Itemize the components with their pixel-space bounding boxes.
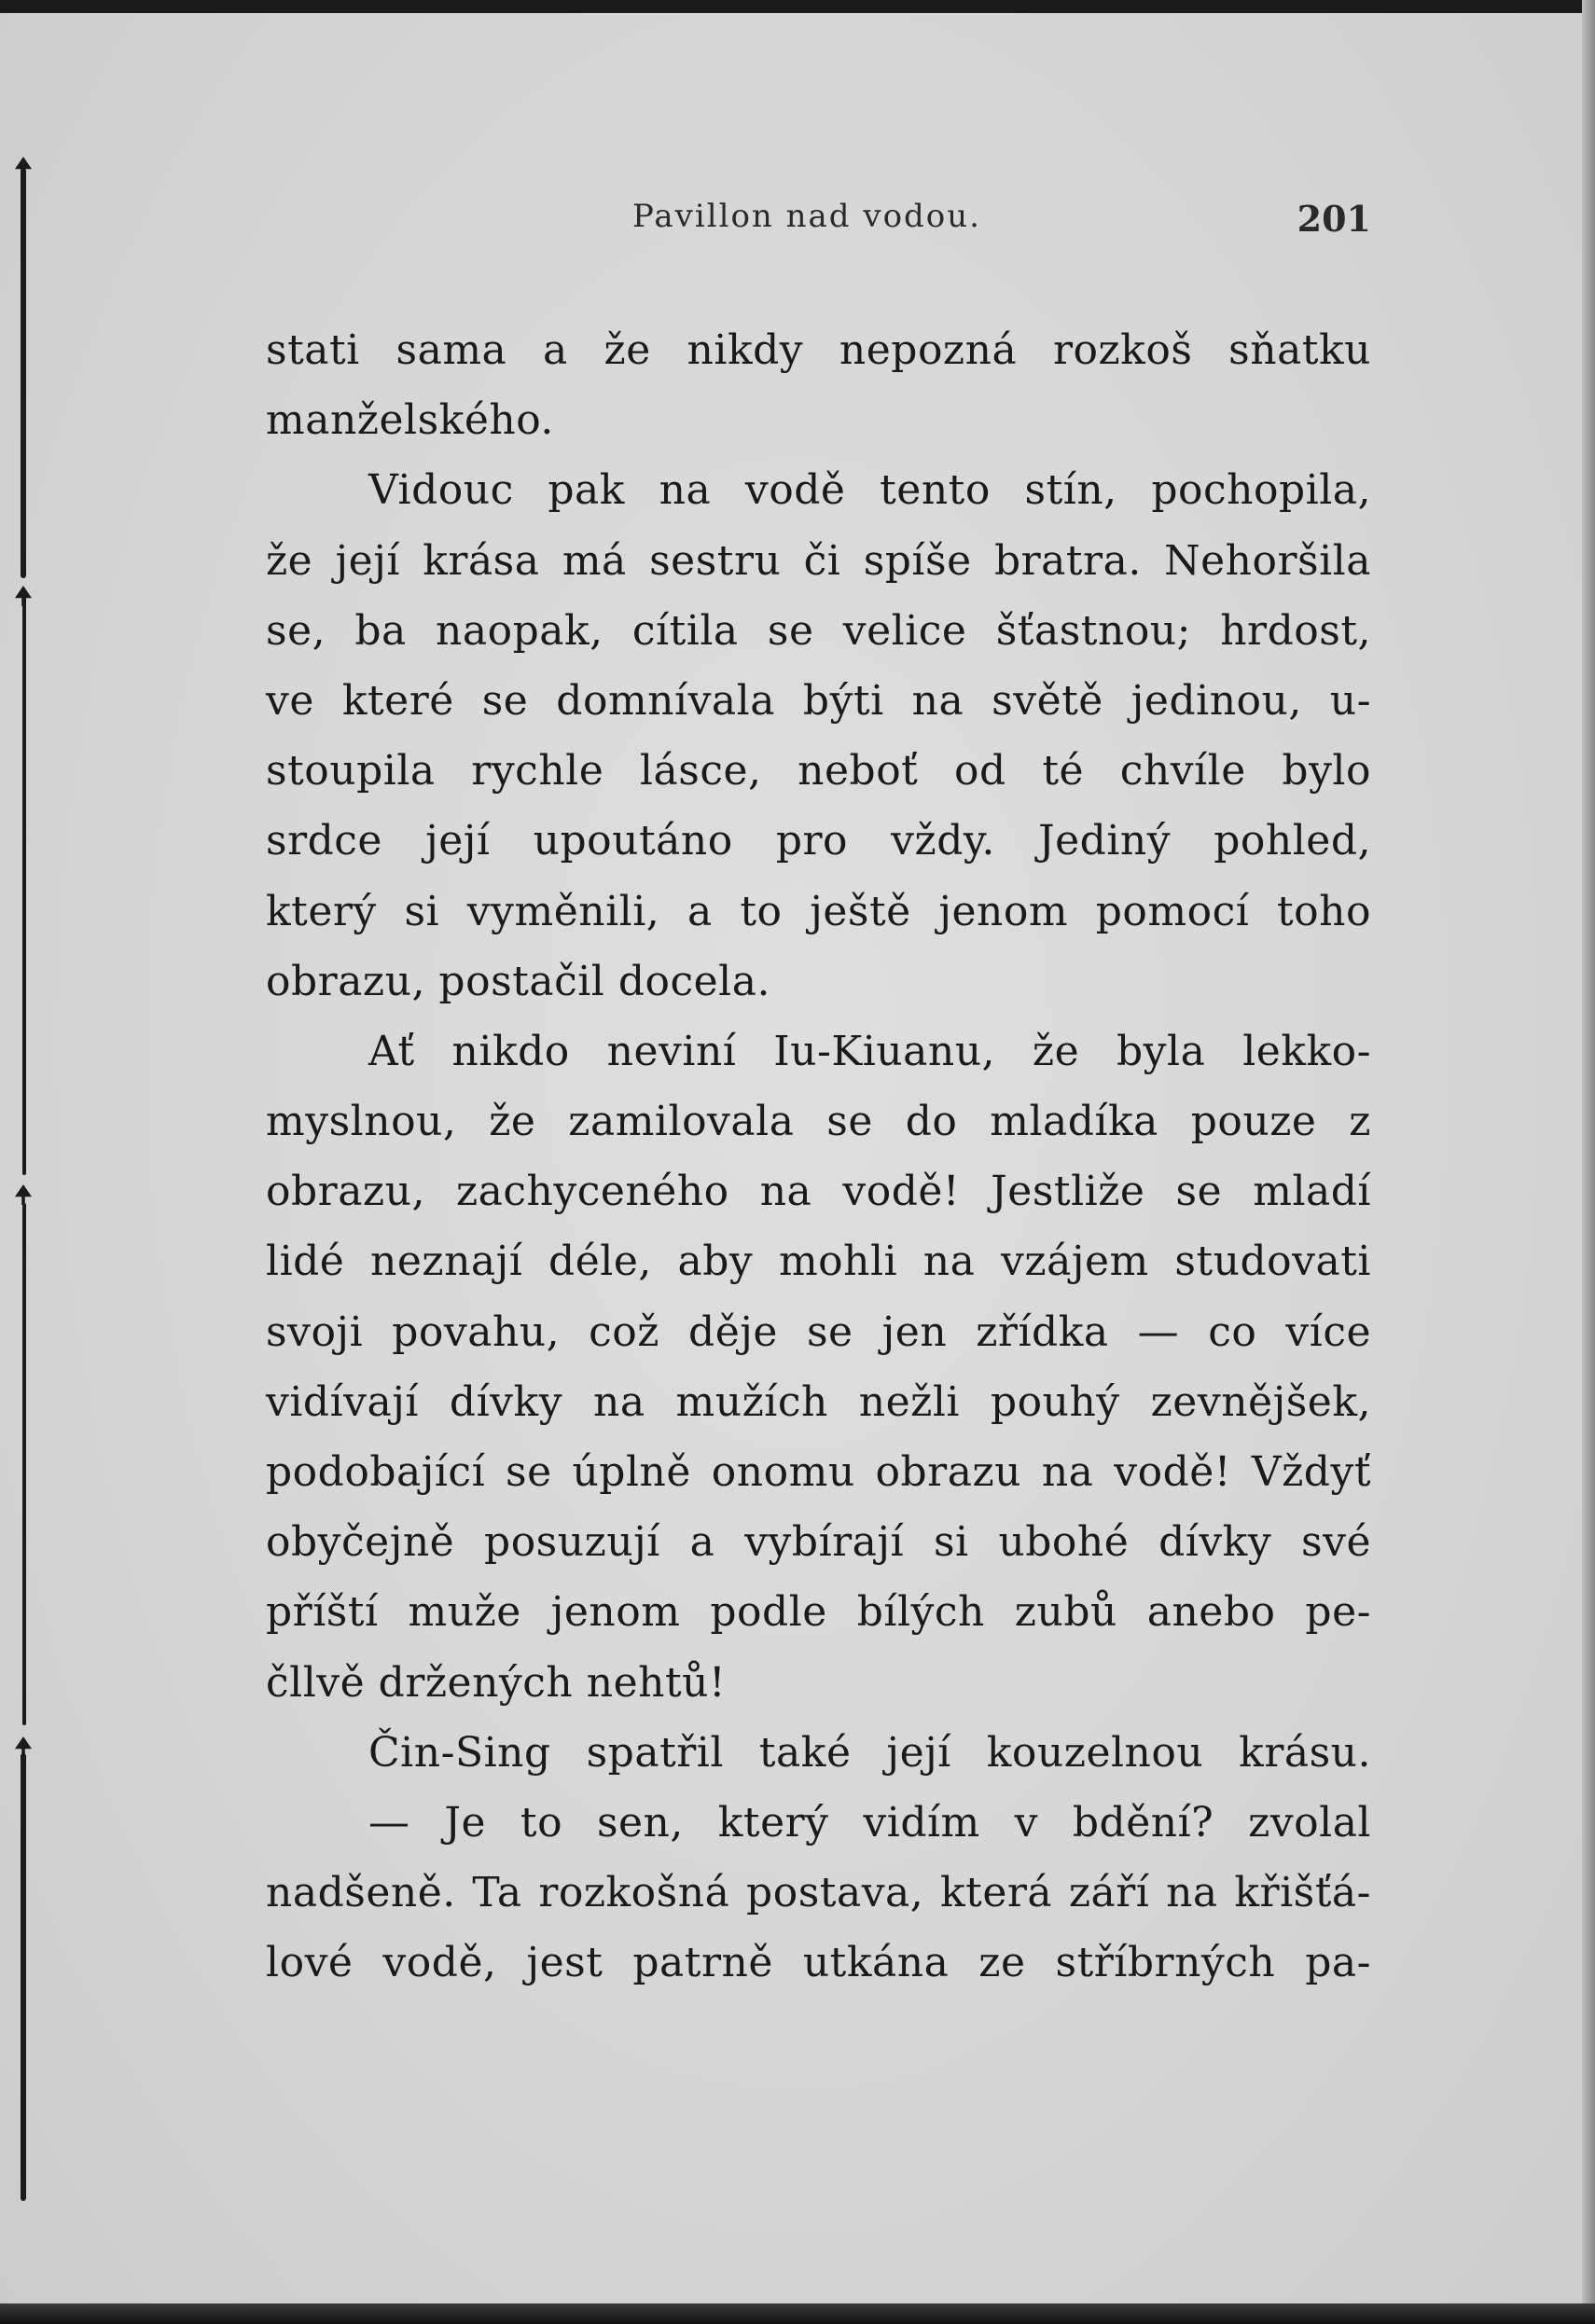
text-line: myslnou, že zamilovala se do mladíka pouze z [266, 1098, 1371, 1146]
text-line: který si vyměnili, a to ještě jenom pomocí toho [266, 887, 1371, 935]
text-line: obrazu, zachyceného na vodě! Jestliže se mladí [266, 1168, 1371, 1216]
text-line: se, ba naopak, cítila se velice šťastnou; hrdost, [266, 606, 1371, 655]
binding-mark [15, 157, 32, 177]
text-line: srdce její upoutáno pro vždy. Jediný pohled, [266, 817, 1371, 865]
text-line: čllvě držených nehtů! [266, 1658, 727, 1707]
page-header [266, 198, 1371, 244]
scan-bottom-edge [0, 2303, 1595, 2324]
text-line: — Je to sen, který vidím v bdění? zvolal [368, 1798, 1371, 1847]
text-line: nadšeně. Ta rozkošná postava, která září na křišťá- [266, 1869, 1371, 1917]
text-line: Vidouc pak na vodě tento stín, pochopila, [368, 466, 1371, 515]
text-line: vidívají dívky na mužích nežli pouhý zevnějšek, [266, 1377, 1371, 1426]
text-line: manželského. [266, 396, 554, 445]
text-line: svoji povahu, což děje se jen zřídka — co více [266, 1307, 1371, 1356]
binding-thread [21, 1753, 26, 2201]
running-title: Pavillon nad vodou. [632, 198, 981, 235]
binding-mark [15, 1184, 32, 1205]
text-line: Ať nikdo neviní Iu-Kiuanu, že byla lekko- [368, 1027, 1371, 1075]
text-line: obyčejně posuzují a vybírají si ubohé dívky své [266, 1518, 1371, 1567]
text-line: Čin-Sing spatřil také její kouzelnou krásu. [368, 1728, 1371, 1777]
binding-thread [22, 597, 26, 1175]
body-text [266, 315, 1371, 1999]
text-line: podobající se úplně onomu obrazu na vodě! Vždyť [266, 1448, 1371, 1496]
text-line: stati sama a že nikdy nepozná rozkoš sňatku [266, 326, 1371, 374]
text-line: lové vodě, jest patrně utkána ze stříbrných pa- [266, 1939, 1371, 1987]
text-line: příští muže jenom podle bílých zubů anebo pe- [266, 1588, 1371, 1637]
text-line: stoupila rychle lásce, neboť od té chvíle bylo [266, 747, 1371, 795]
binding-thread [21, 168, 26, 578]
text-line: lidé neznají déle, aby mohli na vzájem studovati [266, 1238, 1371, 1286]
text-line: ve které se domnívala býti na světě jedinou, u- [266, 676, 1371, 725]
binding-thread [22, 1203, 26, 1725]
scan-top-edge [0, 0, 1595, 13]
page-number: 201 [1297, 198, 1371, 240]
text-line: obrazu, postačil docela. [266, 957, 770, 1005]
text-line: že její krása má sestru či spíše bratra. Nehoršila [266, 536, 1371, 585]
scan-right-edge [1582, 0, 1595, 2324]
